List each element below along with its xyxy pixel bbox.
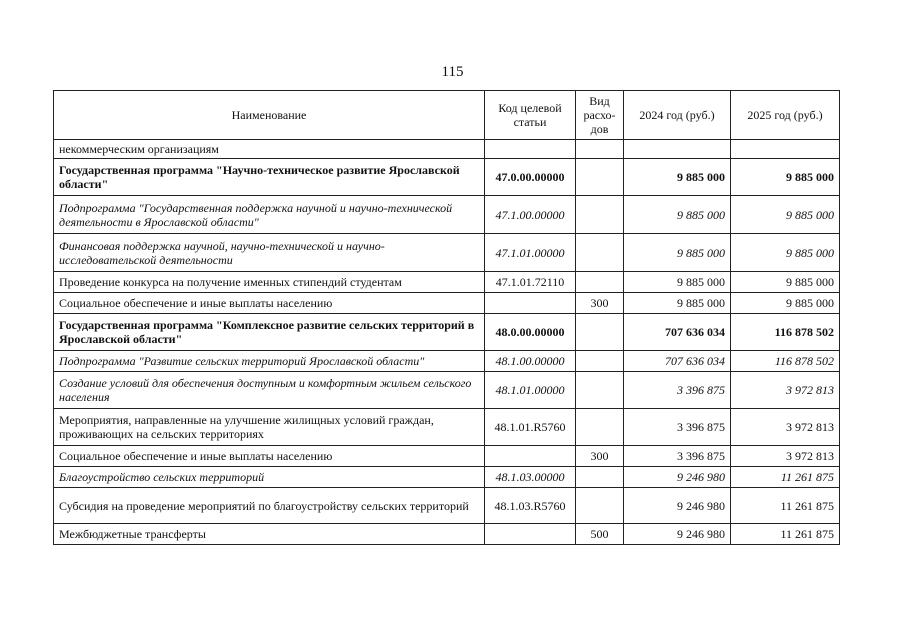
cell-year-2025: 3 972 813 — [731, 372, 840, 409]
cell-kind — [576, 196, 624, 234]
cell-year-2025: 9 885 000 — [731, 272, 840, 293]
cell-code — [485, 446, 576, 467]
table-row — [54, 524, 840, 545]
table-header-row — [54, 91, 840, 140]
table-row — [54, 196, 840, 234]
cell-name: Благоустройство сельских территорий — [54, 467, 485, 488]
table-row — [54, 140, 840, 159]
cell-year-2024: 9 885 000 — [624, 293, 731, 314]
cell-code: 48.0.00.00000 — [485, 314, 576, 351]
cell-name: Государственная программа "Комплексное развитие сельских территорий в Ярославской области" — [54, 314, 485, 351]
table-row — [54, 234, 840, 272]
table-row — [54, 409, 840, 446]
cell-name: Межбюджетные трансферты — [54, 524, 485, 545]
cell-kind — [576, 488, 624, 524]
table-row — [54, 488, 840, 524]
cell-kind: 300 — [576, 293, 624, 314]
page-number: 115 — [441, 64, 464, 80]
cell-code: 47.1.01.72110 — [485, 272, 576, 293]
cell-year-2024: 3 396 875 — [624, 409, 731, 446]
cell-code: 47.0.00.00000 — [485, 159, 576, 196]
cell-year-2024: 9 885 000 — [624, 196, 731, 234]
cell-code — [485, 293, 576, 314]
cell-year-2025: 116 878 502 — [731, 351, 840, 372]
cell-year-2025: 3 972 813 — [731, 446, 840, 467]
cell-year-2024: 9 246 980 — [624, 488, 731, 524]
cell-code — [485, 140, 576, 159]
budget-table — [53, 90, 840, 545]
cell-year-2025: 11 261 875 — [731, 488, 840, 524]
cell-kind: 300 — [576, 446, 624, 467]
table-row — [54, 351, 840, 372]
header-year-2025: 2025 год (руб.) — [731, 91, 840, 140]
table-row — [54, 467, 840, 488]
cell-name: Социальное обеспечение и иные выплаты населению — [54, 446, 485, 467]
table-body — [54, 140, 840, 545]
table-row — [54, 159, 840, 196]
header-name: Наименование — [54, 91, 485, 140]
cell-year-2025 — [731, 140, 840, 159]
table-row — [54, 446, 840, 467]
cell-year-2024: 707 636 034 — [624, 314, 731, 351]
cell-kind: 500 — [576, 524, 624, 545]
cell-name: Социальное обеспечение и иные выплаты населению — [54, 293, 485, 314]
cell-kind — [576, 467, 624, 488]
cell-name: Государственная программа "Научно-техническое развитие Ярославской области" — [54, 159, 485, 196]
cell-year-2024: 3 396 875 — [624, 372, 731, 409]
cell-year-2024: 9 885 000 — [624, 272, 731, 293]
cell-code: 48.1.01.R5760 — [485, 409, 576, 446]
cell-year-2025: 116 878 502 — [731, 314, 840, 351]
header-code: Код целевой статьи — [485, 91, 576, 140]
cell-year-2025: 11 261 875 — [731, 467, 840, 488]
cell-code — [485, 524, 576, 545]
cell-year-2024: 707 636 034 — [624, 351, 731, 372]
cell-year-2024: 9 885 000 — [624, 234, 731, 272]
cell-year-2024: 9 246 980 — [624, 467, 731, 488]
table-row — [54, 314, 840, 351]
cell-name: Финансовая поддержка научной, научно-технической и научно-исследовательской деятельности — [54, 234, 485, 272]
cell-name: Подпрограмма "Государственная поддержка научной и научно-технической деятельности в Ярославской области" — [54, 196, 485, 234]
cell-kind — [576, 314, 624, 351]
cell-code: 48.1.01.00000 — [485, 372, 576, 409]
table-row — [54, 272, 840, 293]
cell-code: 48.1.03.R5760 — [485, 488, 576, 524]
cell-kind — [576, 409, 624, 446]
cell-name: Субсидия на проведение мероприятий по благоустройству сельских территорий — [54, 488, 485, 524]
cell-kind — [576, 272, 624, 293]
cell-year-2024: 3 396 875 — [624, 446, 731, 467]
cell-name: Подпрограмма "Развитие сельских территорий Ярославской области" — [54, 351, 485, 372]
cell-name: Проведение конкурса на получение именных стипендий студентам — [54, 272, 485, 293]
cell-year-2025: 9 885 000 — [731, 293, 840, 314]
cell-year-2025: 9 885 000 — [731, 159, 840, 196]
header-kind: Вид расхо-дов — [576, 91, 624, 140]
cell-year-2025: 9 885 000 — [731, 234, 840, 272]
cell-code: 47.1.00.00000 — [485, 196, 576, 234]
cell-year-2024 — [624, 140, 731, 159]
header-year-2024: 2024 год (руб.) — [624, 91, 731, 140]
cell-kind — [576, 234, 624, 272]
cell-code: 48.1.00.00000 — [485, 351, 576, 372]
cell-kind — [576, 140, 624, 159]
cell-code: 47.1.01.00000 — [485, 234, 576, 272]
table-row — [54, 293, 840, 314]
cell-year-2025: 9 885 000 — [731, 196, 840, 234]
cell-kind — [576, 372, 624, 409]
cell-name: Создание условий для обеспечения доступным и комфортным жильем сельского населения — [54, 372, 485, 409]
cell-year-2024: 9 246 980 — [624, 524, 731, 545]
cell-year-2025: 11 261 875 — [731, 524, 840, 545]
table-row — [54, 372, 840, 409]
cell-year-2025: 3 972 813 — [731, 409, 840, 446]
cell-kind — [576, 159, 624, 196]
cell-year-2024: 9 885 000 — [624, 159, 731, 196]
cell-kind — [576, 351, 624, 372]
cell-name: Мероприятия, направленные на улучшение жилищных условий граждан, проживающих на сельских территориях — [54, 409, 485, 446]
cell-name: некоммерческим организациям — [54, 140, 485, 159]
cell-code: 48.1.03.00000 — [485, 467, 576, 488]
